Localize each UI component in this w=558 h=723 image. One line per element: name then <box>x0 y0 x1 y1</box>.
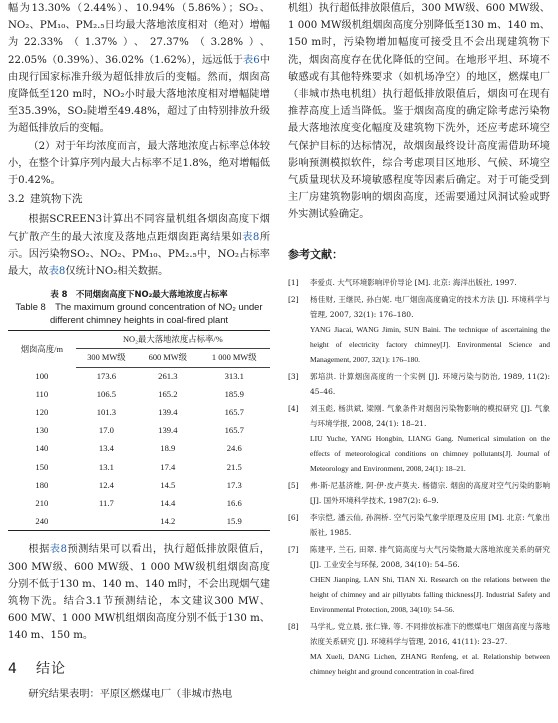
reference-text <box>310 292 550 367</box>
reference-item <box>288 401 550 476</box>
left-column <box>8 0 270 703</box>
paragraph: 机组）执行超低排放限值后，300 MW级、600 MW级、1 000 MW级机组烟囱高度分别降低至130 m、140 m、150 m时，污染物增加幅度可接受且不会出现建筑物下洗，烟囱高度存在优化降低的空间。在地形平坦、环境不敏感或有其他特殊要求（如机场净空）的地区，燃煤电厂（非城市热电机组）执行超低排放限值后，烟囱可在现有推荐高度上适当降低。鉴于烟囱高度的确定除考虑污染物最大落地浓度变化幅度及建筑物下洗外，还应考虑环境空气保护目标的达标情况，故烟囱最终设计高度需借助环境影响预测模拟软件，综合考虑项目区地形、气候、环境空气质量现状及环境敏感程度等因素后确定。对于可能受到主厂房建筑物影响的烟囱高度，还需要通过风洞试验或野外实测试验确定。 <box>288 3 550 221</box>
reference-cn: 弗·斯·尼基济维, 阿·伊·皮卢莫夫. 杨德宗. 烟囱的高度对空气污染的影响 [J]. 国外环境科学技术, 1987(2): 6–9. <box>310 480 550 505</box>
table-row: 140 13.4 18.9 24.6 <box>35 443 242 454</box>
section-heading: 3.2 建筑物下洗 <box>8 193 83 206</box>
reference-text <box>310 369 550 399</box>
reference-number: [8] <box>288 621 299 631</box>
reference-text <box>310 542 550 617</box>
reference-item <box>288 478 550 508</box>
paragraph: （2）对于年均浓度而言，最大落地浓度占标率总体较小，在整个计算序列内最大占标率不足1.8%，绝对增幅低于0.42%。 <box>8 140 270 187</box>
reference-item <box>288 275 550 290</box>
reference-item <box>288 510 550 540</box>
paragraph: 根据SCREEN3计算出不同容量机组各烟囱高度下烟气扩散产生的最大浓度及落地点距烟囱距离结果如表8所示。因污染物SO₂、NO₂、PM₁₀、PM₂.₅中，NO₂占标率最大，故表8仅统计NO₂相关数据。 <box>8 214 271 278</box>
reference-number: [7] <box>288 544 299 554</box>
reference-en: MA Xueli, DANG Lichen, ZHANG Renfeng, et al. Relationship between chimney height and ground concentration in coal-fired <box>310 651 550 676</box>
data-table <box>8 330 270 531</box>
reference-number: [1] <box>288 277 299 287</box>
paragraph: 根据表8预测结果可以看出，执行超低排放限值后，300 MW级、600 MW级、1 000 MW级机组烟囱高度分别不低于130 m、140 m、140 m时，不会出现烟气建筑物下洗。结合3.1节预测结论，本文建议300 MW、600 MW、1 000 MW机组烟囱高度分别不低于130 m、140 m、150 m。 <box>8 544 270 642</box>
reference-text <box>310 401 550 476</box>
column-header: 600 MW级 <box>137 349 198 367</box>
table-row: 210 11.7 14.4 16.6 <box>35 497 242 508</box>
table-ref-link[interactable]: 表6 <box>243 54 260 66</box>
reference-text <box>310 510 550 540</box>
column-header: 300 MW级 <box>76 349 137 367</box>
reference-number: [2] <box>288 294 299 304</box>
reference-item <box>288 542 550 617</box>
group-header: NO₂最大落地浓度占标率/% <box>76 331 270 349</box>
table-row: 100 173.6 261.3 313.1 <box>35 370 244 381</box>
table-caption-cn: 表 8 不同烟囱高度下NO₂最大落地浓度占标率 <box>50 289 228 300</box>
reference-en: CHEN Jianping, LAN Shi, TIAN Xi. Research on the relations between the height of chimney and air pillytabts falling thickness[J]. Industrial Safety and Environmental Protection, 2008, 34(10): 54–56. <box>310 574 550 614</box>
references-title: 参考文献： <box>288 247 343 261</box>
reference-cn: 李宗恺, 潘云仙, 孙润桥. 空气污染气象学原理及应用 [M]. 北京: 气象出版社, 1985. <box>310 512 550 537</box>
reference-number: [5] <box>288 480 299 490</box>
reference-item <box>288 292 550 367</box>
reference-text <box>310 478 550 508</box>
reference-en: LIU Yuche, YANG Hongbin, LIANG Gang. Numerical simulation on the effects of meteorological conditions on chimney pollutants[J]. Journal of Meteorology and Environment, 2008, 24(1): 18–21. <box>310 433 550 473</box>
reference-text <box>310 275 550 290</box>
table-row: 150 13.1 17.4 21.5 <box>35 461 242 472</box>
paragraph: 幅为13.30%（2.44%）、10.94%（5.86%）；SO₂、NO₂、PM₁₀、PM₂.₅日均最大落地浓度相对（绝对）增幅为22.33%（1.37%）、27.37%（3.28%）、22.05%（0.39%）、36.02%（1.62%），远远低于表6中由现行国家标准升级为超低排放后的变幅。然而，烟囱高度降低至120 m时，NO₂小时最大落地浓度相对增幅陡增至35.39%，SO₂陡增至49.48%，超过了由特别排放升级为超低排放后的变幅。 <box>8 3 271 135</box>
reference-en: YANG Jiacai, WANG Jimin, SUN Baini. The technique of ascertaining the height of electricity factory chimney[J]. Environmental Science and Management, 2007, 32(1): 176–180. <box>310 324 550 364</box>
reference-cn: 郭培洪. 计算烟囱高度的一个实例 [J]. 环境污染与防治, 1989, 11(2): 45–46. <box>310 371 550 396</box>
table-row: 130 17.0 139.4 165.7 <box>35 425 244 436</box>
table-ref-link[interactable]: 表8 <box>48 266 66 278</box>
reference-number: [6] <box>288 512 299 522</box>
reference-cn: 马学礼, 党立晨, 张仁锋, 等. 不同排放标准下的燃煤电厂烟囱高度与落地浓度关系研究 [J]. 环境科学与管理, 2016, 41(11): 23–27. <box>310 621 550 646</box>
table-row: 240 14.2 15.9 <box>8 513 270 531</box>
column-header: 1 000 MW级 <box>199 349 270 367</box>
right-column <box>288 0 550 681</box>
reference-item <box>288 369 550 399</box>
table-caption-en: Table 8 The maximum ground concentration of NO₂ under different chimney heights in coal-fired plant <box>15 301 263 325</box>
reference-cn: 李爱贞. 大气环境影响评价导论 [M]. 北京: 海洋出版社, 1997. <box>310 277 517 287</box>
row-header: 烟囱高度/m <box>8 331 76 367</box>
table-row: 180 12.4 14.5 17.3 <box>35 479 242 490</box>
reference-text <box>310 619 550 679</box>
reference-cn: 刘玉彪, 杨洪斌, 梁刚. 气象条件对烟囱污染物影响的模拟研究 [J]. 气象与环境学报, 2008, 24(1): 18–21. <box>310 403 550 428</box>
reference-item <box>288 619 550 679</box>
table-row: 120 101.3 139.4 165.7 <box>35 407 244 418</box>
reference-number: [4] <box>288 403 299 413</box>
section-heading: 4 结论 <box>8 660 66 677</box>
reference-list <box>288 275 550 679</box>
table-ref-link[interactable]: 表8 <box>242 231 260 243</box>
table-row: 110 106.5 165.2 185.9 <box>35 388 244 399</box>
reference-cn: 杨佳财, 王继民, 孙白妮. 电厂烟囱高度确定的技术方法 [J]. 环境科学与管理, 2007, 32(1): 176–180. <box>310 294 550 319</box>
paragraph: 研究结果表明：平原区燃煤电厂（非城市热电 <box>28 688 233 700</box>
table-ref-link[interactable]: 表8 <box>49 544 67 556</box>
reference-cn: 陈建平, 兰石, 田翠. 排气筒高度与大气污染物最大落地浓度关系的研究 [J]. 工业安全与环保, 2008, 34(10): 54–56. <box>310 544 550 569</box>
reference-number: [3] <box>288 371 299 381</box>
